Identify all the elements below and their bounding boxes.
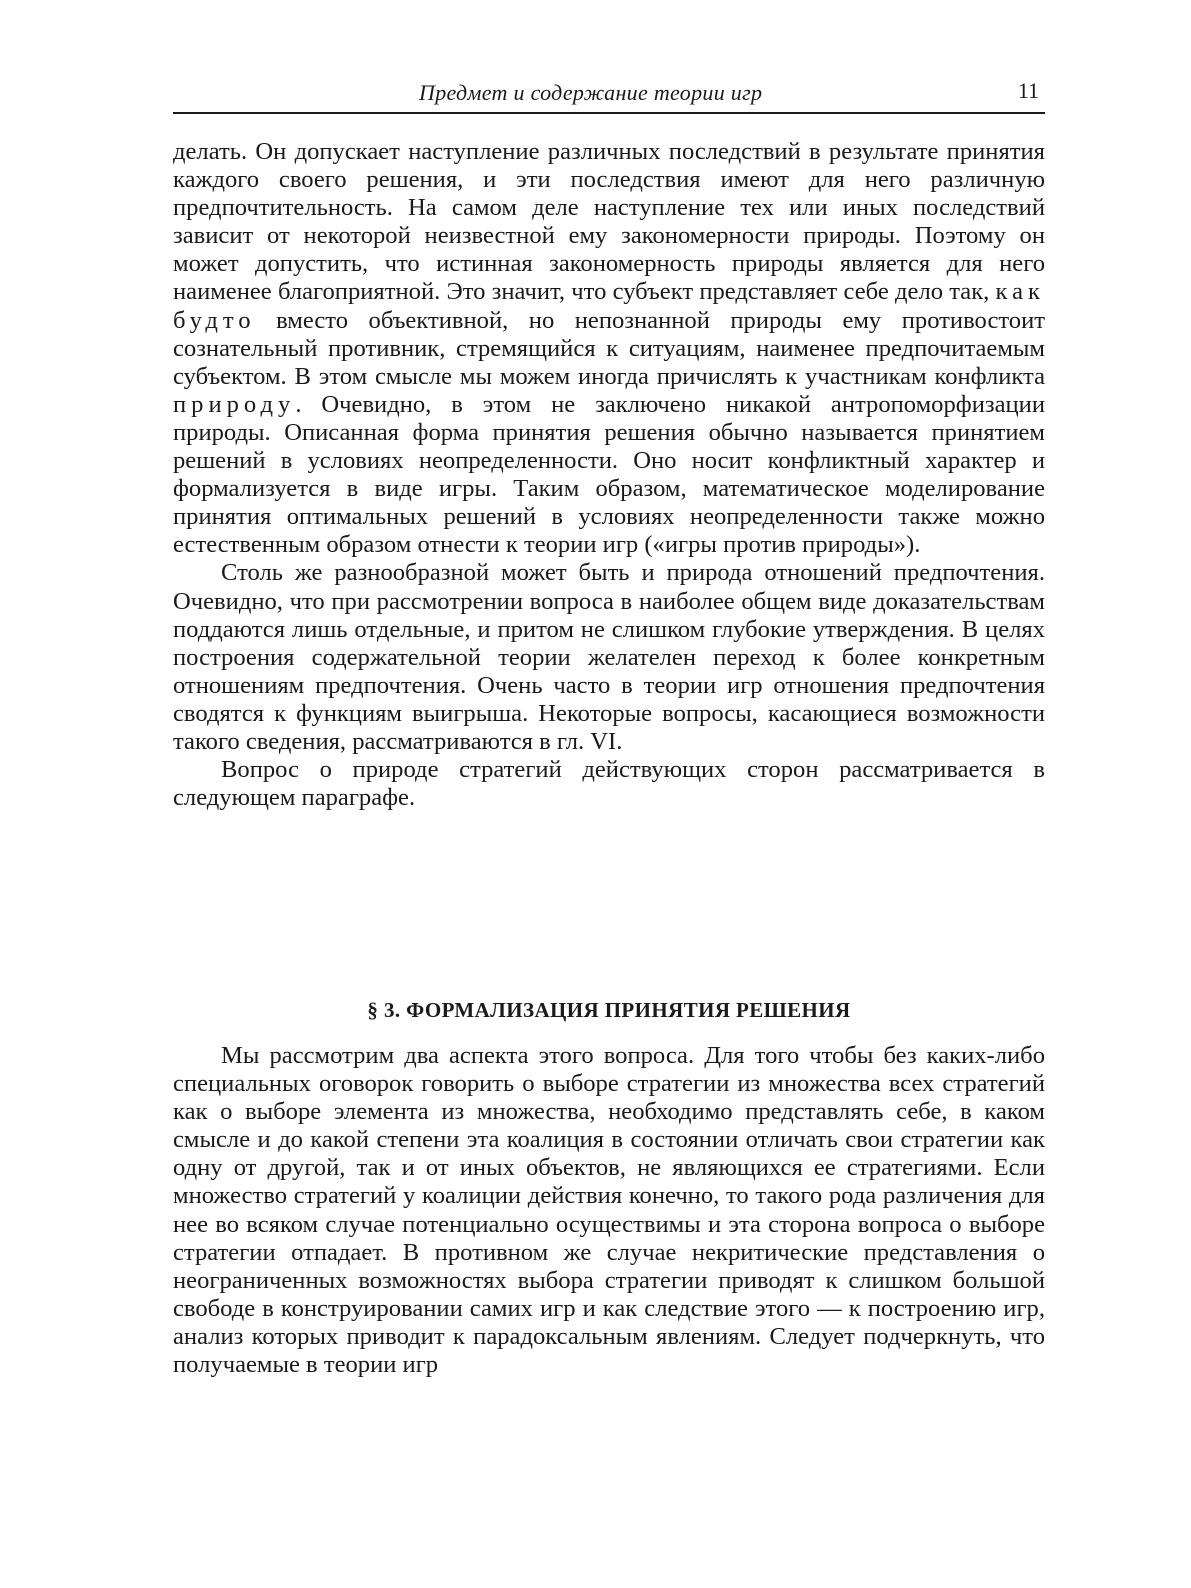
- paragraph: Мы рассмотрим два аспекта этого вопроса. Для того чтобы без каких-либо специальных оговорок говорить о выборе стратегии из множества всех стратегий как о выборе элемента из множества, необходимо представлять себе, в каком смысле и до какой степени эта коалиция в состоянии отличать свои стратегии как одну от другой, так и от иных объектов, не являющихся ее стратегиями. Если множество стратегий у коалиции действия конечно, то такого рода различения для нее во всяком случае потенциально осуществимы и эта сторона вопроса о выборе стратегии отпадает. В противном же случае некритические представления о неограниченных возможностях выбора стратегии приводят к слишком большой свободе в конструировании самих игр и как следствие этого — к построению игр, анализ которых приводит к парадоксальным явлениям. Следует подчеркнуть, что получаемые в теории игр: [173, 1042, 1045, 1379]
- paragraph-text: . Очевидно, в этом не заключено никакой антропоморфизации природы. Описанная форма принятия решения обычно называется принятием решений в условиях неопределенности. Оно носит конфликтный характер и формализуется в виде игры. Таким образом, математическое моделирование принятия оптимальных решений в условиях неопределенности также можно естественным образом отнести к теории игр («игры против природы»).: [173, 390, 1045, 559]
- emphasis-text: природу: [173, 390, 296, 418]
- section-heading: § 3. ФОРМАЛИЗАЦИЯ ПРИНЯТИЯ РЕШЕНИЯ: [367, 998, 851, 1022]
- running-title: Предмет и содержание теории игр: [419, 80, 763, 105]
- page-number: 11: [1017, 78, 1039, 103]
- paragraph: Столь же разнообразной может быть и природа отношений предпочтения. Очевидно, что при рассмотрении вопроса в наиболее общем виде доказательствам поддаются лишь отдельные, и притом не слишком глубокие утверждения. В целях построения содержательной теории желателен переход к более конкретным отношениям предпочтения. Очень часто в теории игр отношения предпочтения сводятся к функциям выигрыша. Некоторые вопросы, касающиеся возможности такого сведения, рассматриваются в гл. VI.: [173, 559, 1045, 755]
- section-text: [173, 1042, 1045, 1379]
- emphasis-text: как будто: [173, 278, 1045, 334]
- paragraph: Вопрос о природе стратегий действующих сторон рассматривается в следующем параграфе.: [173, 756, 1045, 812]
- paragraph-text: делать. Он допускает наступление различных последствий в результате принятия каждого своего решения, и эти последствия имеют для него различную предпочтительность. На самом деле наступление тех или иных последствий зависит от некоторой неизвестной ему закономерности природы. Поэтому он может допустить, что истинная закономерность природы является для него наименее благоприятной. Это значит, что субъект представляет себе дело так,: [173, 138, 1045, 306]
- paragraph-continued: [173, 138, 1045, 559]
- body-text: [173, 138, 1045, 812]
- paragraph-text: вместо объективной, но непознанной природы ему противостоит сознательный противник, стремящийся к ситуациям, наименее предпочитаемым субъектом. В этом смысле мы можем иногда причислять к участникам конфликта: [173, 306, 1045, 390]
- running-head: [173, 72, 1045, 114]
